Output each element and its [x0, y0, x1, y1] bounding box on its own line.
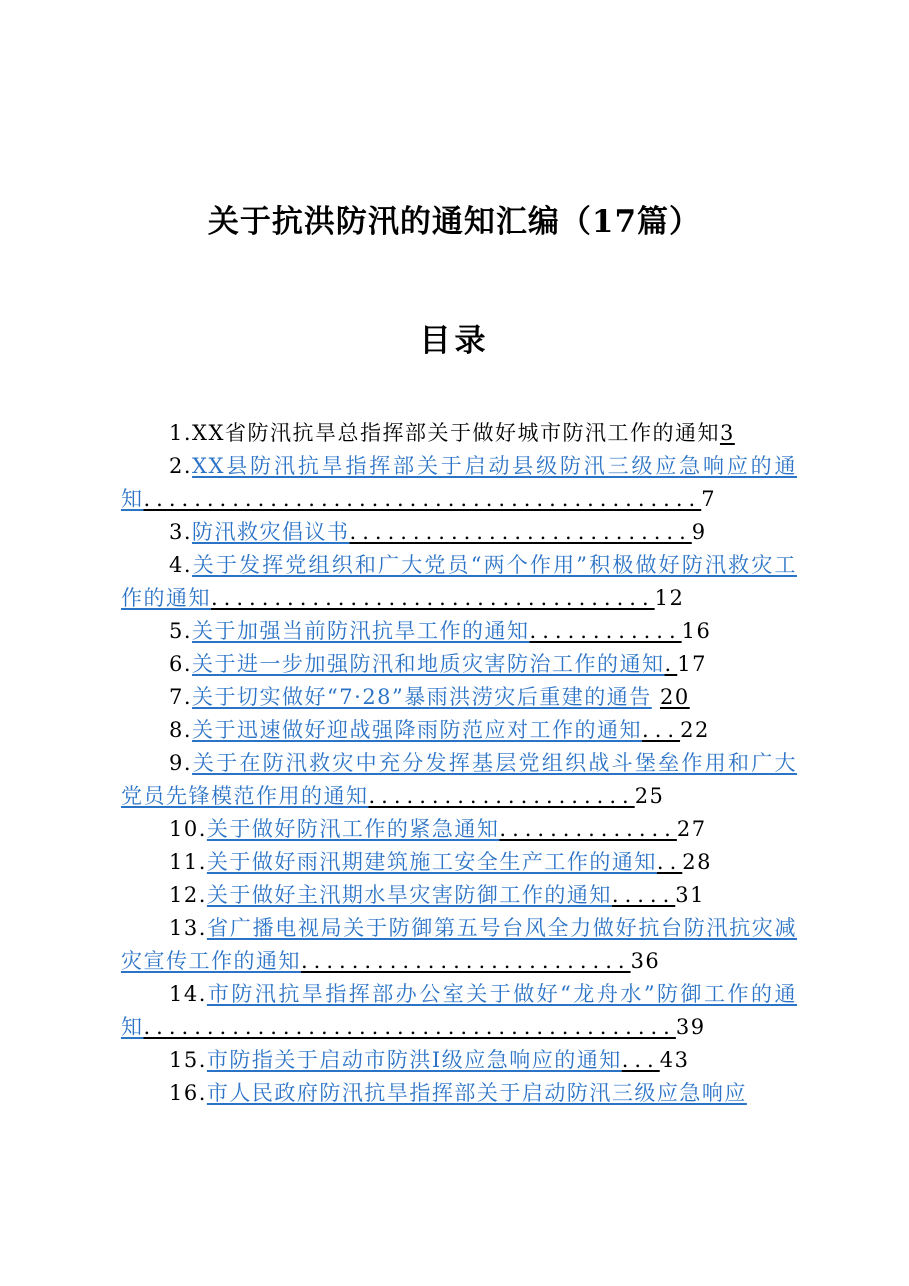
toc-entry-page: 12 — [654, 586, 685, 610]
toc-entry-leader: ........................... — [349, 520, 692, 544]
toc-entry-page: 9 — [691, 520, 707, 544]
toc-entry — [121, 978, 797, 1044]
toc-entry-leader: ............................................ — [143, 487, 702, 511]
toc-entry-title[interactable]: 市人民政府防汛抗旱指挥部关于启动防汛三级应急响应 — [206, 1081, 747, 1105]
toc-entry-number: 2. — [169, 454, 193, 478]
toc-entry — [121, 549, 797, 615]
toc-entry-title[interactable]: 关于切实做好“7·28”暴雨洪涝灾后重建的通告 — [192, 685, 652, 709]
toc-entry-title[interactable]: 防汛救灾倡议书 — [192, 520, 350, 544]
toc-entry-number: 1. — [169, 421, 193, 445]
toc-entry-leader: .............. — [499, 817, 677, 841]
toc-entry-number: 10. — [169, 817, 207, 841]
toc-entry — [121, 516, 797, 549]
toc-entry-title[interactable]: 关于迅速做好迎战强降雨防范应对工作的通知 — [192, 718, 643, 742]
toc-entry-title[interactable]: 关于在防汛救灾中充分发挥基层党组织战斗堡垒作用和广大党员先锋模范作用的通知 — [121, 751, 797, 808]
toc-entry-page: 31 — [675, 883, 706, 907]
toc-entry-leader: ..................... — [368, 784, 635, 808]
toc-entry-leader: ..... — [611, 883, 676, 907]
toc-entry-number: 3. — [169, 520, 193, 544]
toc-entry-page: 22 — [680, 718, 710, 742]
toc-entry-page: 20 — [659, 685, 690, 709]
toc-entry — [121, 615, 797, 648]
toc-entry-title[interactable]: 关于加强当前防汛抗旱工作的通知 — [192, 619, 530, 643]
toc-entry-leader: .. — [656, 850, 683, 874]
toc-entry — [121, 648, 797, 681]
toc-entry-leader: ................................... — [211, 586, 655, 610]
toc-entry-leader: ... — [621, 1048, 660, 1072]
toc-entry-number: 9. — [169, 751, 193, 775]
toc-entry-leader: .......................................... — [143, 1015, 676, 1039]
toc-entry-number: 5. — [169, 619, 193, 643]
table-of-contents — [121, 417, 797, 1110]
toc-entry-title[interactable]: 关于做好主汛期水旱灾害防御工作的通知 — [206, 883, 612, 907]
toc-entry-number: 6. — [169, 652, 193, 676]
toc-entry-number: 11. — [169, 850, 207, 874]
toc-heading: 目录 — [419, 323, 490, 359]
toc-entry-number: 12. — [169, 883, 207, 907]
toc-entry-leader: .......................... — [301, 949, 631, 973]
toc-entry-number: 7. — [169, 685, 193, 709]
toc-entry — [121, 1044, 797, 1077]
toc-entry-title[interactable]: XX县防汛抗旱指挥部关于启动县级防汛三级应急响应的通知 — [121, 454, 797, 511]
toc-entry — [121, 450, 797, 516]
toc-entry-title[interactable]: 关于做好防汛工作的紧急通知 — [206, 817, 500, 841]
toc-entry — [121, 714, 797, 747]
toc-entry — [121, 912, 797, 978]
toc-entry-page: 16 — [681, 619, 712, 643]
toc-entry-number: 15. — [169, 1048, 207, 1072]
toc-entry-number: 14. — [169, 982, 207, 1006]
toc-entry-title[interactable]: 市防指关于启动市防洪Ⅰ级应急响应的通知 — [206, 1048, 622, 1072]
toc-entry — [121, 417, 797, 450]
toc-entry-title[interactable]: 关于做好雨汛期建筑施工安全生产工作的通知 — [206, 850, 657, 874]
toc-entry-leader: ............ — [529, 619, 682, 643]
toc-entry-number: 16. — [169, 1081, 207, 1105]
toc-entry — [121, 813, 797, 846]
toc-entry-page: 3 — [719, 421, 735, 445]
toc-entry-page: 27 — [676, 817, 707, 841]
toc-entry-page: 36 — [630, 949, 661, 973]
toc-entry-leader: ... — [642, 718, 681, 742]
toc-entry-title[interactable]: 关于发挥党组织和广大党员“两个作用”积极做好防汛救灾工作的通知 — [121, 553, 797, 610]
toc-entry — [121, 747, 797, 813]
toc-entry-title[interactable]: XX省防汛抗旱总指挥部关于做好城市防汛工作的通知 — [192, 421, 720, 445]
toc-entry-page: 43 — [659, 1048, 690, 1072]
toc-entry-number: 13. — [169, 916, 207, 940]
toc-entry-title[interactable]: 市防汛抗旱指挥部办公室关于做好“龙舟水”防御工作的通知 — [121, 982, 797, 1039]
toc-entry-page: 39 — [675, 1015, 706, 1039]
toc-entry-title[interactable]: 关于进一步加强防汛和地质灾害防治工作的通知 — [192, 652, 665, 676]
toc-entry — [121, 879, 797, 912]
document-title: 关于抗洪防汛的通知汇编（17篇） — [207, 204, 702, 240]
toc-entry-page: 7 — [701, 487, 717, 511]
toc-entry-page: 17 — [677, 652, 707, 676]
toc-entry — [121, 681, 797, 714]
toc-entry-leader: . — [664, 652, 678, 676]
toc-entry-title[interactable]: 省广播电视局关于防御第五号台风全力做好抗台防汛抗灾减灾宣传工作的通知 — [121, 916, 797, 973]
toc-entry-number: 8. — [169, 718, 193, 742]
toc-entry — [121, 846, 797, 879]
toc-entry — [121, 1077, 797, 1110]
toc-entry-number: 4. — [169, 553, 193, 577]
toc-entry-page: 25 — [634, 784, 665, 808]
toc-entry-page: 28 — [682, 850, 712, 874]
